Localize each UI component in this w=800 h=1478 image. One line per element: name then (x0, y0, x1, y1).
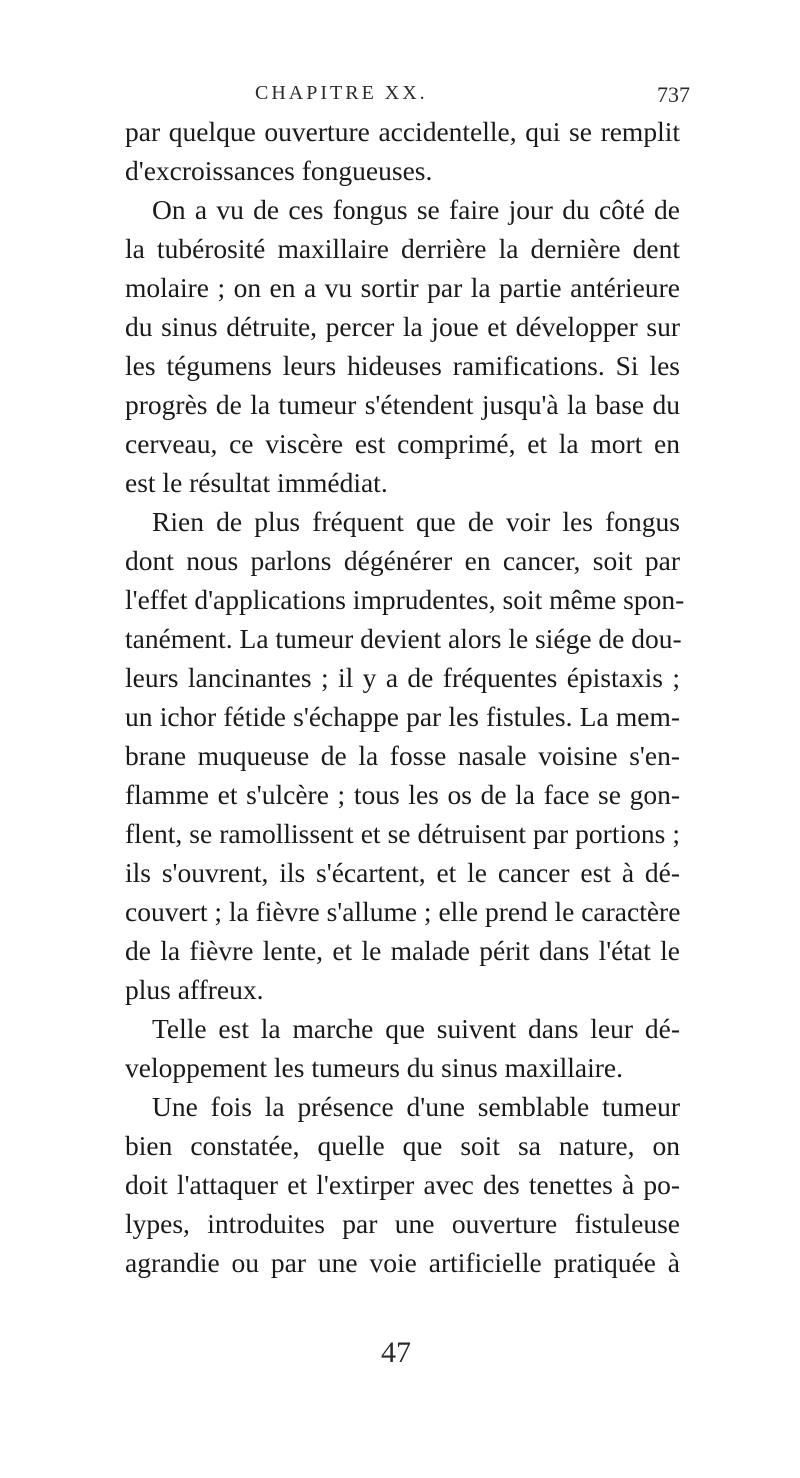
text-line: molaire ; on en a vu sortir par la partie antérieure (125, 272, 680, 303)
text-line: On a vu de ces fongus se faire jour du côté de (152, 194, 680, 225)
text-line: l'effet d'applications imprudentes, soit même spon- (125, 584, 685, 615)
text-line: du sinus détruite, percer la joue et développer sur (125, 311, 680, 342)
text-line: Une fois la présence d'une semblable tumeur (152, 1091, 680, 1122)
text-line: flent, se ramollissent et se détruisent par portions ; (125, 818, 680, 849)
text-line: d'excroissances fongueuses. (125, 155, 433, 186)
text-line: dont nous parlons dégénérer en cancer, soit par (125, 545, 680, 576)
text-line: Telle est la marche que suivent dans leur dé- (152, 1013, 680, 1044)
text-line: est le résultat immédiat. (125, 467, 388, 498)
text-line: doit l'attaquer et l'extirper avec des tenettes à po- (125, 1169, 680, 1200)
text-line: un ichor fétide s'échappe par les fistules. La mem- (125, 701, 680, 732)
text-line: la tubérosité maxillaire derrière la dernière dent (125, 233, 680, 264)
text-line: agrandie ou par une voie artificielle pratiquée à (125, 1247, 680, 1278)
text-line: tanément. La tumeur devient alors le siége de dou- (125, 623, 682, 654)
page-number: 737 (657, 82, 690, 107)
text-line: de la fièvre lente, et le malade périt dans l'état le (125, 935, 680, 966)
running-head (0, 82, 800, 112)
text-line: couvert ; la fièvre s'allume ; elle prend le caractère (125, 896, 681, 927)
text-line: lypes, introduites par une ouverture fistuleuse (125, 1208, 680, 1239)
text-line: bien constatée, quelle que soit sa nature, on (125, 1130, 680, 1161)
signature-mark: 47 (381, 1336, 411, 1369)
text-line: ils s'ouvrent, ils s'écartent, et le cancer est à dé- (125, 857, 680, 888)
text-line: les tégumens leurs hideuses ramifications. Si les (125, 350, 680, 381)
chapter-title: CHAPITRE XX. (255, 82, 428, 104)
text-line: veloppement les tumeurs du sinus maxillaire. (125, 1052, 623, 1083)
text-line: plus affreux. (125, 974, 264, 1005)
text-line: brane muqueuse de la fosse nasale voisine s'en- (125, 740, 680, 771)
body-text (125, 112, 685, 1282)
text-line: par quelque ouverture accidentelle, qui se remplit (125, 116, 680, 147)
text-line: flamme et s'ulcère ; tous les os de la face se gon- (125, 779, 680, 810)
text-line: cerveau, ce viscère est comprimé, et la mort en (125, 428, 680, 459)
text-line: Rien de plus fréquent que de voir les fongus (152, 506, 680, 537)
text-line: leurs lancinantes ; il y a de fréquentes épistaxis ; (125, 662, 680, 693)
text-line: progrès de la tumeur s'étendent jusqu'à la base du (125, 389, 680, 420)
